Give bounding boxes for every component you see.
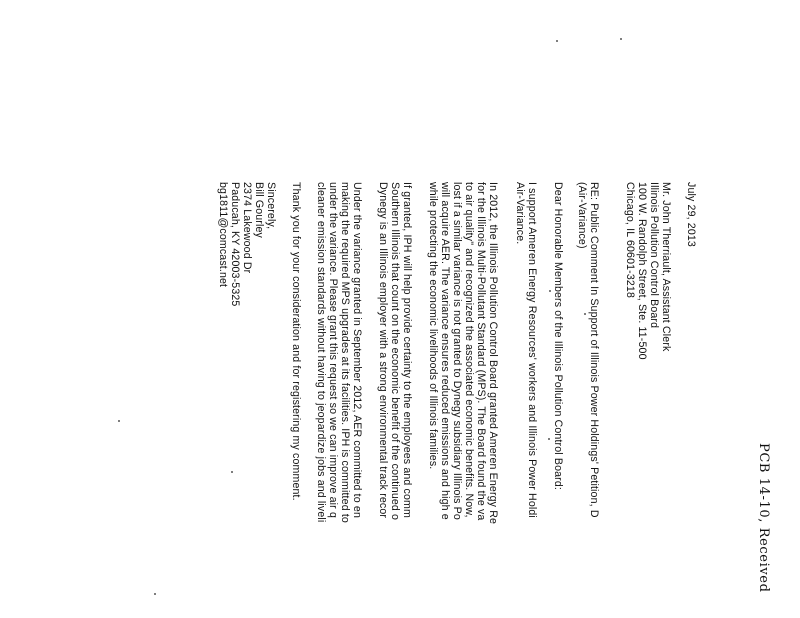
paragraph-line: Southern Illinois that count on the economic benefit of the continued o [389, 182, 401, 521]
scan-speck [556, 40, 558, 42]
scan-speck [118, 420, 120, 422]
paragraph-line: If granted, IPH will help provide certainty to the employees and comm [401, 182, 413, 518]
paragraph-line: Under the variance granted in September 2012, AER committed to en [351, 182, 363, 518]
paragraph-line: to air quality" and recognized the associated economic benefits. Now, [463, 182, 475, 518]
paragraph-line: for the Illinois Multi-Pollutant Standard (MPS). The Board found the va [475, 182, 487, 521]
paragraph-line: Air-Variance. [514, 182, 526, 245]
scan-speck [620, 38, 622, 40]
paragraph-line: while protecting the economic livelihoods of Illinois families. [427, 182, 439, 470]
scan-speck [231, 471, 233, 473]
address-line: 100 W. Randolph Street, Ste. 11-500 [636, 182, 648, 360]
paragraph-line: will acquire AER. The variance ensures reduced emissions and high e [439, 182, 451, 520]
scan-speck [548, 438, 550, 440]
paragraph-line: Dynegy is an Illinois employer with a strong environmental track recor [377, 182, 389, 519]
paragraph-line: under the variance. Please grant this request so we can improve air q [327, 182, 339, 518]
paragraph-line: I support Ameren Energy Resources' workers and Illinois Power Holdi [526, 182, 538, 518]
signature-line: Bill Gourley [253, 182, 265, 238]
scan-speck [154, 593, 156, 595]
paragraph-line: In 2012, the Illinois Pollution Control Board granted Ameren Energy Re [487, 182, 499, 525]
subject-text: (Air-Variance) [576, 182, 588, 249]
salutation: Dear Honorable Members of the Illinois Pollution Control Board: [552, 182, 564, 490]
signature-line: bg1811@comcast.net [217, 182, 229, 288]
scan-speck [549, 290, 551, 292]
scan-speck [584, 313, 586, 315]
docket-header: PCB 14-10, Received [756, 443, 771, 593]
signature-line: Sincerely, [265, 182, 277, 230]
letter-date: July 29, 2013 [685, 182, 697, 247]
subject-text: RE: Public Comment In Support of Illinois Power Holdings' Petition, D [588, 182, 600, 518]
address-line: Chicago, IL 60601-3218 [624, 182, 636, 298]
address-line: Illinois Pollution Control Board [648, 182, 660, 329]
signature-line: Paducah, KY 42003-5325 [229, 182, 241, 307]
paragraph-line: making the required MPS upgrades at its facilities. IPH is committed to [339, 182, 351, 523]
paragraph-line: cleaner emission standards without having to jeopardize jobs and liveli [315, 182, 327, 523]
signature-line: 2374 Lakewood Dr [241, 182, 253, 274]
address-line: Mr. John Therriault, Assistant Clerk [660, 182, 672, 352]
paragraph-line: lost if a similar variance is not granted to Dynegy subsidiary Illinois Po [451, 182, 463, 520]
closing-sentence: Thank you for your consideration and for registering my comment. [290, 182, 302, 501]
